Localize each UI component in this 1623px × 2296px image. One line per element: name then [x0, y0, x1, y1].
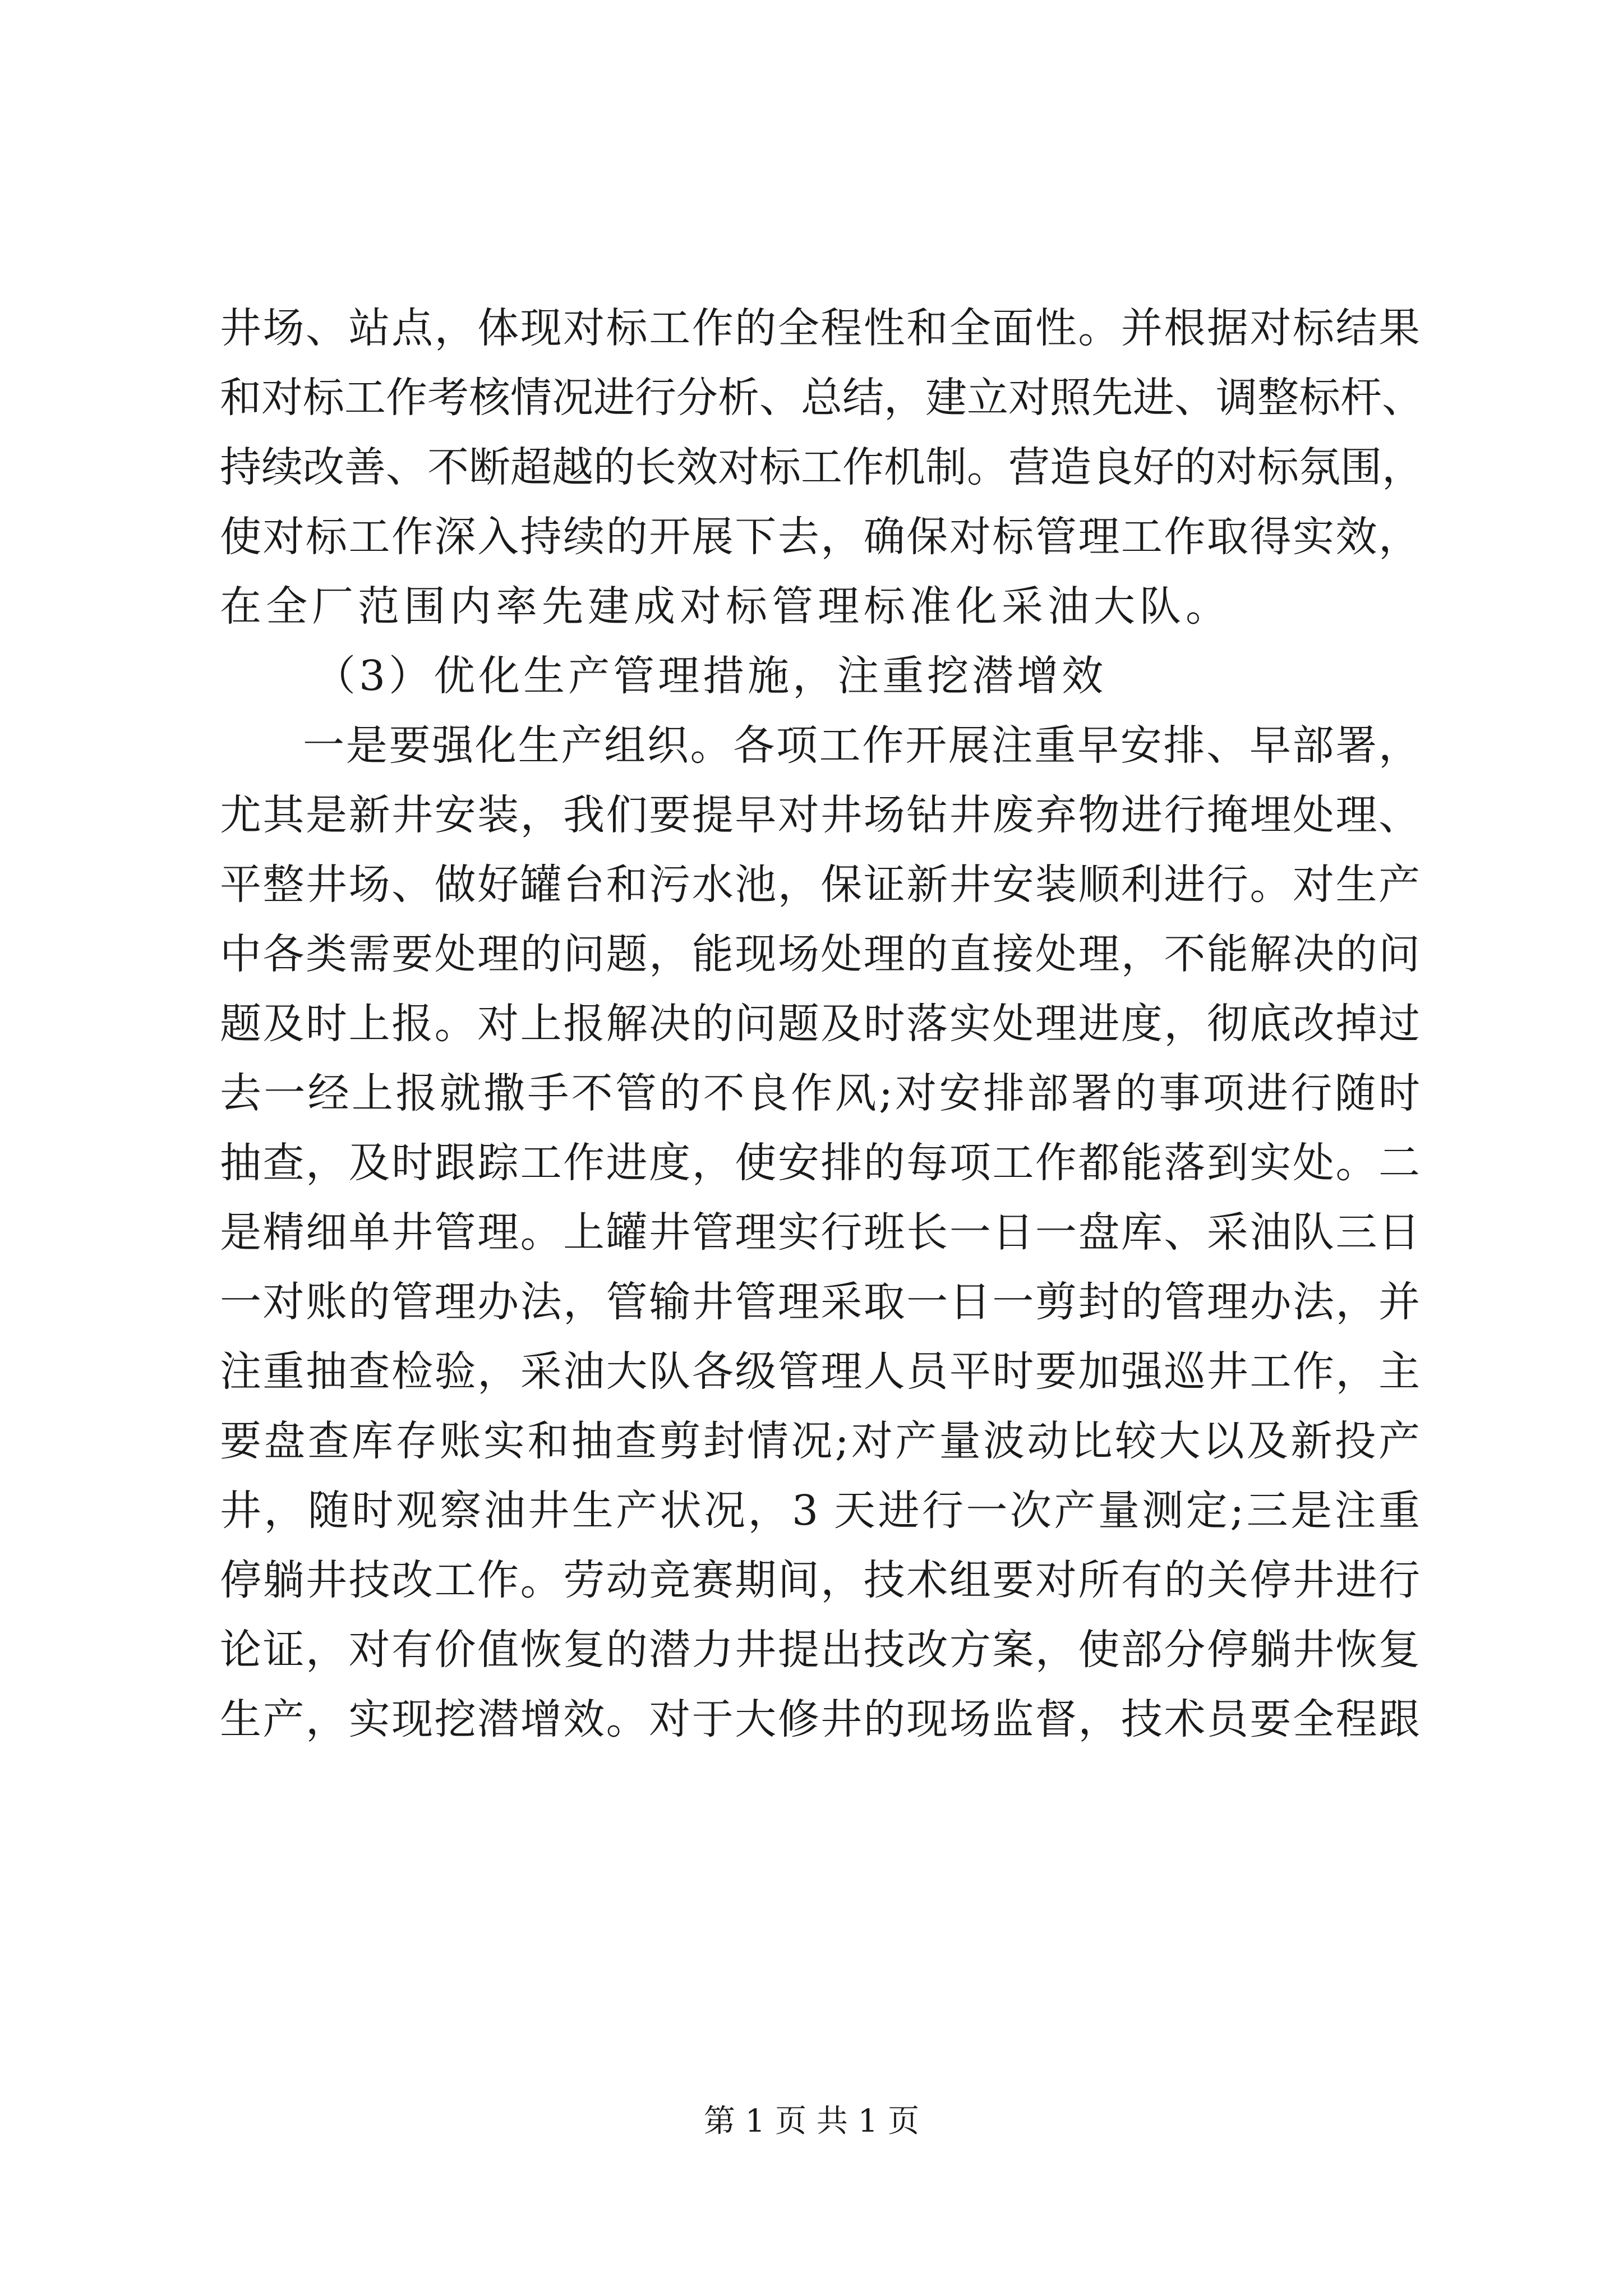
page-footer: 第 1 页 共 1 页: [703, 2103, 920, 2139]
text-line-12: 去一经上报就撒手不管的不良作风;对安排部署的事项进行随时: [220, 1069, 1420, 1117]
text-line-18: 井，随时观察油井生产状况，3 天进行一次产量测定;三是注重: [220, 1487, 1420, 1535]
text-line-4: 使对标工作深入持续的开展下去，确保对标管理工作取得实效，: [220, 513, 1420, 561]
text-line-17: 要盘查库存账实和抽查剪封情况;对产量波动比较大以及新投产: [220, 1417, 1420, 1465]
text-line-2: 和对标工作考核情况进行分析、总结，建立对照先进、调整标杆、: [220, 374, 1423, 422]
text-line-11: 题及时上报。对上报解决的问题及时落实处理进度，彻底改掉过: [220, 1000, 1420, 1048]
section-heading: （3）优化生产管理措施，注重挖潜增效: [314, 652, 1107, 700]
text-line-5: 在全厂范围内率先建成对标管理标准化采油大队。: [220, 582, 1232, 631]
text-line-13: 抽查，及时跟踪工作进度，使安排的每项工作都能落到实处。二: [220, 1139, 1420, 1187]
text-line-8: 尤其是新井安装，我们要提早对井场钻井废弃物进行掩埋处理、: [220, 791, 1420, 839]
text-line-14: 是精细单井管理。上罐井管理实行班长一日一盘库、采油队三日: [220, 1208, 1420, 1257]
text-line-1: 井场、站点，体现对标工作的全程性和全面性。并根据对标结果: [220, 304, 1420, 352]
text-line-15: 一对账的管理办法，管输井管理采取一日一剪封的管理办法，并: [220, 1278, 1420, 1326]
text-line-10: 中各类需要处理的问题，能现场处理的直接处理，不能解决的问: [220, 930, 1420, 978]
text-line-19: 停躺井技改工作。劳动竞赛期间，技术组要对所有的关停井进行: [220, 1556, 1420, 1604]
paragraph-first-line: 一是要强化生产组织。各项工作开展注重早安排、早部署，: [303, 721, 1420, 770]
text-line-3: 持续改善、不断超越的长效对标工作机制。营造良好的对标氛围，: [220, 443, 1423, 491]
text-line-9: 平整井场、做好罐台和污水池，保证新井安装顺利进行。对生产: [220, 861, 1420, 909]
text-line-16: 注重抽查检验，采油大队各级管理人员平时要加强巡井工作，主: [220, 1347, 1420, 1396]
text-line-21: 生产，实现挖潜增效。对于大修井的现场监督，技术员要全程跟: [220, 1695, 1420, 1743]
text-line-20: 论证，对有价值恢复的潜力井提出技改方案，使部分停躺井恢复: [220, 1626, 1420, 1674]
